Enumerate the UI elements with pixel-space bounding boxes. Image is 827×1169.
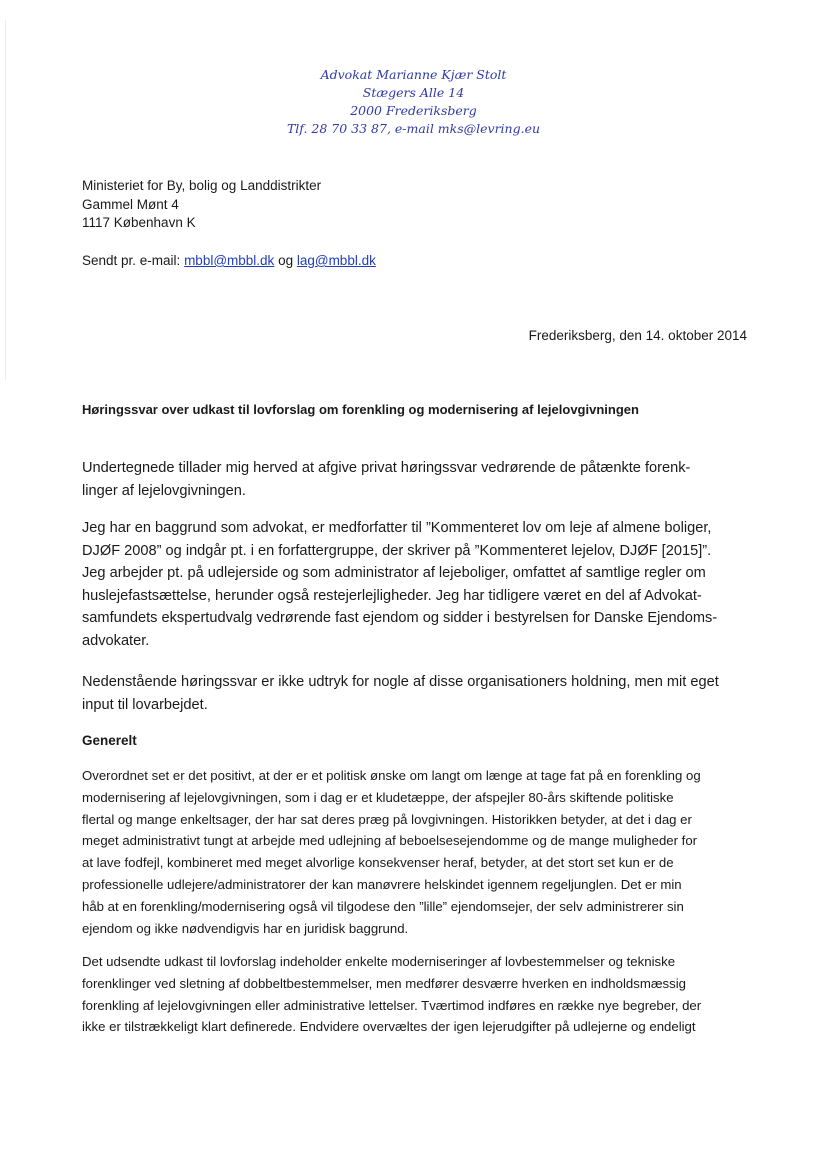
general-paragraph-1 [82, 765, 750, 939]
general-paragraph-2 [82, 951, 750, 1038]
text-line: samfundets ekspertudvalg vedrørende fast ejendom og sidder i bestyrelsen for Danske Ejendoms- [82, 610, 718, 626]
text-line: Undertegnede tillader mig herved at afgive privat høringssvar vedrørende de påtænkte forenk- [82, 460, 691, 476]
email-link-mbbl[interactable]: mbbl@mbbl.dk [184, 253, 275, 268]
letterhead [0, 66, 827, 138]
text-line: input til lovarbejdet. [82, 696, 208, 713]
recipient-line-1: Ministeriet for By, bolig og Landdistrikter [82, 178, 322, 193]
letterhead-contact: Tlf. 28 70 33 87, e-mail mks@levring.eu [286, 121, 541, 136]
text-line: linger af lejelovgivningen. [82, 482, 246, 499]
text-line: DJØF 2008” og indgår pt. i en forfattergruppe, der skriver på ”Kommenteret lejelov, DJØF [2015]”. [82, 542, 712, 559]
text-line: ejendom og ikke nødvendigvis har en juridisk baggrund. [82, 920, 409, 936]
text-line: meget administrativt tungt at arbejde med udlejning af beboelsesejendomme og de mange muligheder for [82, 833, 698, 849]
sent-by-email-line [82, 253, 376, 268]
text-line: huslejefastsættelse, herunder også restejerlejligheder. Jeg har tidligere været en del af Advokat- [82, 587, 702, 604]
text-line: håb at en forenkling/modernisering også vil tilgodese den ”lille” ejendomsejer, der selv administrerer sin [82, 898, 684, 914]
text-line: Jeg har en baggrund som advokat, er medforfatter til ”Kommenteret lov om leje af almene boliger, [82, 520, 712, 536]
sent-prefix: Sendt pr. e-mail: [82, 253, 185, 268]
letter-subject: Høringssvar over udkast til lovforslag om forenkling og modernisering af lejelovgivningen [82, 402, 639, 417]
letterhead-street: Stægers Alle 14 [362, 85, 465, 100]
text-line: forenklinger ved sletning af dobbeltbestemmelser, men medfører desværre hverken en indholdsmæssig [82, 975, 686, 991]
letter-date: Frederiksberg, den 14. oktober 2014 [528, 328, 747, 343]
text-line: Det udsendte udkast til lovforslag indeholder enkelte moderniseringer af lovbestemmelser og tekniske [82, 954, 676, 969]
text-line: modernisering af lejelovgivningen, som i dag er et kludetæppe, der afspejler 80-års skiftende politiske [82, 789, 674, 805]
email-link-lag[interactable]: lag@mbbl.dk [296, 253, 376, 268]
text-line: forenkling af lejelovgivningen eller administrative lettelser. Tværtimod indføres en række nye begreber, der [82, 997, 702, 1013]
background-paragraph [82, 517, 750, 652]
recipient-address [82, 177, 321, 233]
letterhead-name: Advokat Marianne Kjær Stolt [320, 67, 507, 82]
recipient-line-3: 1117 København K [82, 215, 196, 230]
text-line: ikke er tilstrækkeligt klart definerede. Endvidere overvæltes der igen lejerudgifter på udlejerne og endeligt [82, 1019, 696, 1035]
text-line: at lave fodfejl, kombineret med meget alvorlige konsekvenser heraf, betyder, at det stort set kun er de [82, 855, 674, 871]
intro-paragraph [82, 457, 750, 502]
recipient-line-2: Gammel Mønt 4 [82, 196, 179, 212]
text-line: advokater. [82, 632, 150, 649]
sent-joiner: og [274, 253, 297, 268]
section-heading-generelt: Generelt [82, 733, 137, 748]
text-line: professionelle udlejere/administratorer der kan manøvrere helskindet igennem regeljunglen. Det er min [82, 876, 682, 892]
letterhead-city: 2000 Frederiksberg [350, 103, 477, 118]
text-line: flertal og mange enkeltsager, der har sat deres præg på lovgivningen. Historikken betyder, at det i dag er [82, 811, 692, 827]
text-line: Nedenstående høringssvar er ikke udtryk for nogle af disse organisationers holdning, men mit eget [82, 674, 719, 690]
text-line: Overordnet set er det positivt, at der er et politisk ønske om langt om længe at tage fat på en forenkling og [82, 768, 701, 783]
text-line: Jeg arbejder pt. på udlejerside og som administrator af lejeboliger, omfattet af samtlige regler om [82, 565, 706, 581]
disclaimer-paragraph [82, 671, 750, 716]
